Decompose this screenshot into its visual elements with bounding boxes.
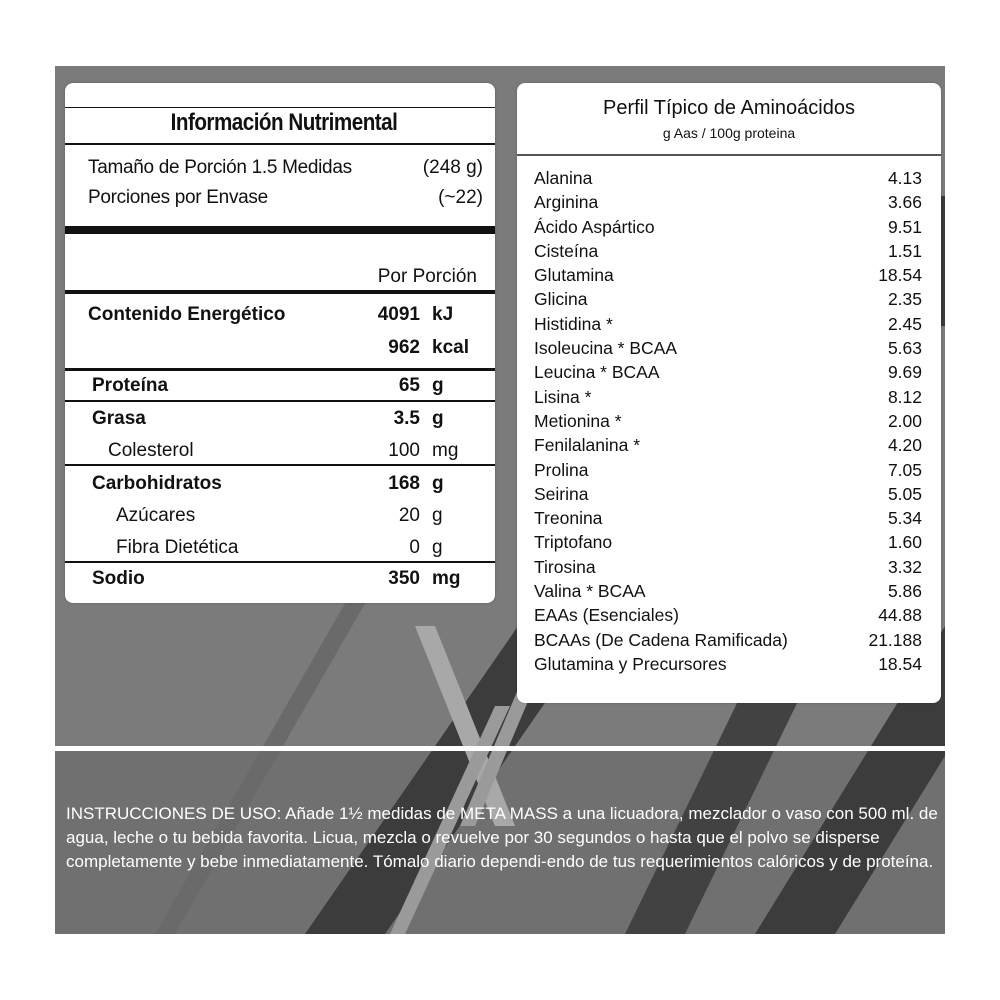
medium-rule — [65, 290, 495, 294]
amino-value: 3.32 — [887, 556, 922, 577]
nutrient-row-sugars — [65, 501, 495, 531]
usage-instructions: INSTRUCCIONES DE USO: Añade 1½ medidas de META MASS a una licuadora, mezclador o vaso con 500 ml. de agua, leche o tu bebida favorita. Licua, mezcla o revuelve por 30 segundos o hasta que el polvo se disperse completamente y bebe inmediatamente. Tómalo diario dependi-endo de tus requerimientos calóricos y de proteína. — [66, 804, 938, 871]
amino-row — [517, 240, 941, 264]
nutrient-label: Sodio — [92, 568, 145, 589]
nutrient-value: 20 — [398, 505, 420, 526]
nutrient-value: 350 — [388, 568, 420, 589]
top-rule — [65, 107, 495, 108]
amino-name: Histidina * — [534, 313, 613, 334]
row-rule — [65, 561, 495, 563]
amino-row — [517, 629, 941, 653]
amino-value: 4.20 — [887, 435, 922, 456]
nutrient-value: 100 — [388, 440, 420, 461]
amino-value: 18.54 — [878, 653, 922, 674]
nutrient-unit: g — [432, 537, 443, 558]
servings-value: (~22) — [438, 187, 483, 208]
amino-value: 4.13 — [887, 168, 922, 188]
serving-size-label: Tamaño de Porción 1.5 Medidas — [88, 157, 352, 178]
amino-row — [517, 386, 941, 410]
amino-value: 1.51 — [887, 240, 922, 261]
amino-name: Arginina — [534, 192, 599, 213]
amino-value: 2.45 — [887, 313, 922, 334]
nutrient-label: Colesterol — [108, 440, 194, 461]
amino-row — [517, 507, 941, 531]
amino-value: 1.60 — [887, 532, 922, 553]
nutrient-unit: g — [432, 505, 443, 526]
serving-size-value: (248 g) — [422, 157, 483, 178]
amino-name: Seirina — [534, 483, 589, 504]
nutrient-row-energy-kj — [65, 300, 495, 330]
amino-row — [517, 264, 941, 288]
amino-name: Valina * BCAA — [534, 581, 646, 602]
amino-name: Triptofano — [534, 532, 613, 553]
nutrient-row-protein — [65, 371, 495, 401]
amino-name: Tirosina — [534, 556, 596, 577]
nutrient-value: 3.5 — [393, 408, 420, 429]
amino-row — [517, 531, 941, 555]
amino-value: 5.63 — [887, 338, 922, 359]
amino-value: 2.00 — [887, 410, 922, 431]
amino-row — [517, 483, 941, 507]
amino-name: Fenilalanina * — [534, 435, 641, 456]
per-portion-header: Por Porción — [377, 266, 477, 287]
amino-name: Glutamina y Precursores — [534, 653, 727, 674]
label-background — [55, 66, 945, 934]
amino-name: Ácido Aspártico — [534, 216, 655, 237]
nutrient-value: 168 — [388, 473, 420, 494]
nutrient-unit: g — [432, 473, 444, 494]
nutrient-value: 0 — [409, 537, 420, 558]
amino-name: Treonina — [534, 508, 603, 529]
amino-row — [517, 410, 941, 434]
nutrient-row-cholesterol — [65, 436, 495, 466]
amino-value: 21.188 — [868, 629, 922, 650]
nutrient-row-fiber — [65, 533, 495, 563]
nutrient-label: Proteína — [92, 375, 169, 396]
amino-acid-profile-panel — [517, 83, 941, 703]
section-divider — [55, 746, 945, 751]
amino-name: Prolina — [534, 459, 589, 480]
amino-name: Leucina * BCAA — [534, 362, 660, 383]
amino-value: 2.35 — [887, 289, 922, 310]
amino-name: EAAs (Esenciales) — [534, 605, 679, 626]
nutrient-unit: g — [432, 408, 444, 429]
nutrition-facts-panel — [65, 83, 495, 603]
amino-value: 9.69 — [887, 362, 922, 383]
amino-row — [517, 653, 941, 677]
amino-value: 18.54 — [878, 265, 922, 286]
amino-header-rule — [517, 154, 941, 156]
amino-name: BCAAs (De Cadena Ramificada) — [534, 629, 788, 650]
amino-value: 8.12 — [887, 386, 922, 407]
amino-name: Isoleucina * BCAA — [534, 338, 677, 359]
amino-name: Glicina — [534, 289, 588, 310]
servings-label: Porciones por Envase — [88, 187, 268, 208]
nutrient-unit: kcal — [432, 337, 469, 358]
nutrient-value: 962 — [388, 337, 420, 358]
amino-value: 5.86 — [887, 581, 922, 602]
nutrition-title: Información Nutrimental — [170, 109, 398, 136]
nutrient-value: 4091 — [377, 304, 420, 325]
amino-row — [517, 361, 941, 385]
amino-value: 3.66 — [887, 192, 922, 213]
amino-row — [517, 313, 941, 337]
amino-row — [517, 288, 941, 312]
nutrient-label: Fibra Dietética — [116, 537, 239, 558]
amino-row — [517, 434, 941, 458]
amino-value: 44.88 — [878, 605, 922, 626]
nutrient-unit: g — [432, 375, 444, 396]
nutrient-row-fat — [65, 404, 495, 434]
amino-row — [517, 191, 941, 215]
nutrient-label: Contenido Energético — [88, 304, 286, 325]
amino-name: Lisina * — [534, 386, 592, 407]
amino-subtitle: g Aas / 100g proteina — [662, 125, 796, 141]
amino-row — [517, 337, 941, 361]
nutrient-row-carbs — [65, 469, 495, 499]
amino-value: 5.05 — [887, 483, 922, 504]
amino-name: Alanina — [534, 168, 593, 188]
amino-name: Glutamina — [534, 265, 614, 286]
amino-value: 9.51 — [887, 216, 922, 237]
title-rule — [65, 143, 495, 145]
amino-name: Metionina * — [534, 410, 622, 431]
nutrient-value: 65 — [398, 375, 420, 396]
nutrient-row-sodium — [65, 564, 495, 594]
nutrient-label: Azúcares — [116, 505, 196, 526]
amino-row — [517, 556, 941, 580]
nutrient-unit: kJ — [432, 304, 454, 325]
amino-value: 7.05 — [887, 459, 922, 480]
amino-row — [517, 580, 941, 604]
amino-row — [517, 216, 941, 240]
nutrient-label: Grasa — [92, 408, 146, 429]
amino-row — [517, 167, 941, 191]
amino-list — [517, 167, 941, 677]
nutrient-row-energy-kcal — [65, 333, 495, 363]
amino-row — [517, 604, 941, 628]
amino-value: 5.34 — [887, 508, 922, 529]
nutrient-unit: mg — [432, 568, 461, 589]
nutrient-unit: mg — [432, 440, 459, 461]
amino-row — [517, 459, 941, 483]
amino-name: Cisteína — [534, 240, 599, 261]
row-rule — [65, 400, 495, 402]
nutrient-label: Carbohidratos — [92, 473, 222, 494]
thick-rule — [65, 226, 495, 234]
amino-title: Perfil Típico de Aminoácidos — [603, 97, 855, 119]
row-rule — [65, 464, 495, 466]
